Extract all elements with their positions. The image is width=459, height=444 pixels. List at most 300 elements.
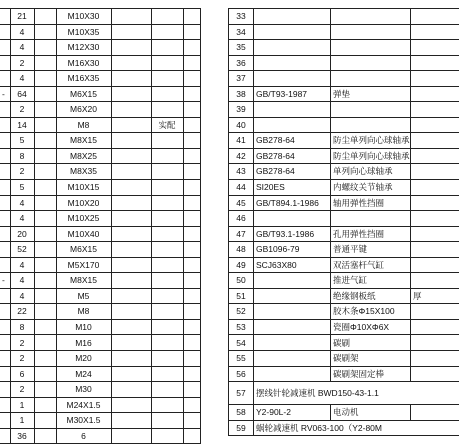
row-mark-cell xyxy=(0,366,10,382)
remark-cell xyxy=(411,148,459,164)
item-number-cell: 54 xyxy=(229,335,254,351)
standard-cell xyxy=(254,335,331,351)
empty-cell xyxy=(34,9,56,25)
note-cell xyxy=(151,226,183,242)
table-row xyxy=(229,319,459,335)
empty-cell xyxy=(183,413,200,429)
empty-cell xyxy=(183,242,200,258)
table-row xyxy=(0,366,200,382)
part-name-cell: 碳刷架固定棒 xyxy=(331,366,411,382)
part-name-cell xyxy=(331,9,411,25)
remark-cell xyxy=(411,24,459,40)
empty-cell xyxy=(183,304,200,320)
row-mark-cell xyxy=(0,102,10,118)
standard-cell xyxy=(254,55,331,71)
row-mark-cell xyxy=(0,257,10,273)
empty-cell xyxy=(183,366,200,382)
spec-cell: M10 xyxy=(56,319,111,335)
empty-cell xyxy=(111,413,151,429)
note-cell xyxy=(151,40,183,56)
item-number-cell: 37 xyxy=(229,71,254,87)
quantity-cell: 1 xyxy=(10,413,34,429)
empty-cell xyxy=(111,86,151,102)
standard-cell xyxy=(254,71,331,87)
table-row xyxy=(229,71,459,87)
empty-cell xyxy=(111,382,151,398)
row-mark-cell xyxy=(0,180,10,196)
quantity-cell: 8 xyxy=(10,148,34,164)
quantity-cell: 2 xyxy=(10,55,34,71)
standard-cell: Y2-90L-2 xyxy=(254,405,331,421)
part-name-cell: 防尘单列向心球轴承 xyxy=(331,133,411,149)
remark-cell xyxy=(411,9,459,25)
remark-cell xyxy=(411,86,459,102)
item-number-cell: 51 xyxy=(229,288,254,304)
standard-cell xyxy=(254,351,331,367)
note-cell xyxy=(151,9,183,25)
table-row xyxy=(229,148,459,164)
empty-cell xyxy=(34,211,56,227)
spec-cell: 6 xyxy=(56,428,111,444)
empty-cell xyxy=(183,86,200,102)
spec-cell: M10X25 xyxy=(56,211,111,227)
spec-cell: M8X25 xyxy=(56,148,111,164)
left-parts-table xyxy=(0,8,200,441)
spec-cell: M10X35 xyxy=(56,24,111,40)
empty-cell xyxy=(111,304,151,320)
row-mark-cell xyxy=(0,335,10,351)
table-row xyxy=(0,351,200,367)
empty-cell xyxy=(183,428,200,444)
remark-cell xyxy=(411,40,459,56)
standard-cell xyxy=(254,366,331,382)
empty-cell xyxy=(111,319,151,335)
standard-cell xyxy=(254,24,331,40)
remark-cell xyxy=(411,319,459,335)
note-cell xyxy=(151,366,183,382)
table-row xyxy=(0,257,200,273)
empty-cell xyxy=(34,413,56,429)
empty-cell xyxy=(111,24,151,40)
spec-cell: M8 xyxy=(56,304,111,320)
spec-cell: M12X30 xyxy=(56,40,111,56)
row-mark-cell xyxy=(0,242,10,258)
empty-cell xyxy=(34,164,56,180)
note-cell xyxy=(151,180,183,196)
table-row xyxy=(229,288,459,304)
item-number-cell: 35 xyxy=(229,40,254,56)
part-name-cell: 碳刷架 xyxy=(331,351,411,367)
empty-cell xyxy=(183,148,200,164)
quantity-cell: 4 xyxy=(10,288,34,304)
part-name-cell: 电动机 xyxy=(331,405,411,421)
row-mark-cell xyxy=(0,226,10,242)
spec-cell: M6X20 xyxy=(56,102,111,118)
empty-cell xyxy=(183,397,200,413)
row-mark-cell xyxy=(0,55,10,71)
quantity-cell: 36 xyxy=(10,428,34,444)
quantity-cell: 4 xyxy=(10,195,34,211)
spec-cell: M10X40 xyxy=(56,226,111,242)
empty-cell xyxy=(111,164,151,180)
table-row xyxy=(0,335,200,351)
table-row xyxy=(229,351,459,367)
note-cell xyxy=(151,335,183,351)
spec-cell: M6X15 xyxy=(56,86,111,102)
item-number-cell: 53 xyxy=(229,319,254,335)
note-cell xyxy=(151,86,183,102)
empty-cell xyxy=(183,180,200,196)
note-cell xyxy=(151,148,183,164)
part-name-cell xyxy=(331,117,411,133)
item-number-cell: 47 xyxy=(229,226,254,242)
empty-cell xyxy=(34,273,56,289)
row-mark-cell xyxy=(0,148,10,164)
table-row xyxy=(0,71,200,87)
empty-cell xyxy=(183,335,200,351)
row-mark-cell xyxy=(0,40,10,56)
note-cell xyxy=(151,164,183,180)
spec-cell: M10X20 xyxy=(56,195,111,211)
remark-cell xyxy=(411,71,459,87)
empty-cell xyxy=(183,164,200,180)
empty-cell xyxy=(34,304,56,320)
part-name-cell xyxy=(331,55,411,71)
empty-cell xyxy=(111,102,151,118)
note-cell xyxy=(151,133,183,149)
empty-cell xyxy=(183,40,200,56)
remark-cell xyxy=(411,257,459,273)
remark-cell xyxy=(411,304,459,320)
table-row xyxy=(229,366,459,382)
remark-cell xyxy=(411,195,459,211)
empty-cell xyxy=(34,351,56,367)
empty-cell xyxy=(111,366,151,382)
standard-cell: GB278-64 xyxy=(254,164,331,180)
note-cell xyxy=(151,24,183,40)
quantity-cell: 4 xyxy=(10,24,34,40)
note-cell xyxy=(151,71,183,87)
row-mark-cell xyxy=(0,428,10,444)
note-cell xyxy=(151,102,183,118)
empty-cell xyxy=(183,133,200,149)
standard-cell: GB278-64 xyxy=(254,133,331,149)
item-number-cell: 45 xyxy=(229,195,254,211)
empty-cell xyxy=(111,351,151,367)
row-mark-cell xyxy=(0,397,10,413)
remark-cell xyxy=(411,211,459,227)
quantity-cell: 22 xyxy=(10,304,34,320)
remark-cell xyxy=(411,102,459,118)
note-cell xyxy=(151,351,183,367)
table-row xyxy=(0,428,200,444)
empty-cell xyxy=(111,226,151,242)
remark-cell xyxy=(411,117,459,133)
table-row xyxy=(0,273,200,289)
row-mark-cell xyxy=(0,413,10,429)
note-cell xyxy=(151,304,183,320)
empty-cell xyxy=(183,117,200,133)
empty-cell xyxy=(34,102,56,118)
table-row xyxy=(229,211,459,227)
note-cell xyxy=(151,242,183,258)
table-row xyxy=(0,148,200,164)
table-row xyxy=(0,180,200,196)
quantity-cell: 2 xyxy=(10,382,34,398)
item-number-cell: 57 xyxy=(229,382,254,405)
row-mark-cell xyxy=(0,133,10,149)
spec-cell: M20 xyxy=(56,351,111,367)
table-row xyxy=(0,102,200,118)
note-cell xyxy=(151,382,183,398)
table-row xyxy=(229,180,459,196)
part-name-cell: 绝缘钢板纸 xyxy=(331,288,411,304)
standard-cell: GB/T894.1-1986 xyxy=(254,195,331,211)
table-row xyxy=(0,397,200,413)
item-number-cell: 43 xyxy=(229,164,254,180)
empty-cell xyxy=(34,428,56,444)
part-name-cell: 单列向心球轴承 xyxy=(331,164,411,180)
empty-cell xyxy=(34,366,56,382)
spec-cell: M10X15 xyxy=(56,180,111,196)
empty-cell xyxy=(111,211,151,227)
empty-cell xyxy=(111,428,151,444)
standard-cell xyxy=(254,273,331,289)
standard-cell xyxy=(254,319,331,335)
spec-cell: M24X1.5 xyxy=(56,397,111,413)
empty-cell xyxy=(34,24,56,40)
empty-cell xyxy=(111,180,151,196)
row-mark-cell xyxy=(0,117,10,133)
spec-cell: M8 xyxy=(56,117,111,133)
note-cell: 实配 xyxy=(151,117,183,133)
table-row xyxy=(229,304,459,320)
standard-cell: SI20ES xyxy=(254,180,331,196)
empty-cell xyxy=(183,9,200,25)
table-row xyxy=(229,420,459,436)
table-row xyxy=(0,211,200,227)
part-name-cell xyxy=(331,40,411,56)
quantity-cell: 2 xyxy=(10,102,34,118)
table-row xyxy=(229,40,459,56)
remark-cell xyxy=(411,273,459,289)
empty-cell xyxy=(34,319,56,335)
item-number-cell: 38 xyxy=(229,86,254,102)
row-mark-cell xyxy=(0,164,10,180)
standard-cell xyxy=(254,288,331,304)
empty-cell xyxy=(183,55,200,71)
empty-cell xyxy=(183,319,200,335)
spec-cell: M8X35 xyxy=(56,164,111,180)
spec-cell: M24 xyxy=(56,366,111,382)
quantity-cell: 8 xyxy=(10,319,34,335)
empty-cell xyxy=(34,226,56,242)
row-mark-cell xyxy=(0,195,10,211)
empty-cell xyxy=(34,148,56,164)
note-cell xyxy=(151,195,183,211)
part-name-cell: 孔用弹性挡圈 xyxy=(331,226,411,242)
note-cell xyxy=(151,288,183,304)
empty-cell xyxy=(183,273,200,289)
note-cell xyxy=(151,397,183,413)
spec-cell: M5 xyxy=(56,288,111,304)
empty-cell xyxy=(183,24,200,40)
item-number-cell: 59 xyxy=(229,420,254,436)
table-row xyxy=(0,164,200,180)
table-row xyxy=(0,40,200,56)
note-cell xyxy=(151,413,183,429)
quantity-cell: 4 xyxy=(10,211,34,227)
standard-cell xyxy=(254,40,331,56)
table-row xyxy=(229,257,459,273)
table-row xyxy=(229,335,459,351)
empty-cell xyxy=(183,351,200,367)
part-name-cell: 双活塞杆气缸 xyxy=(331,257,411,273)
table-row xyxy=(229,117,459,133)
empty-cell xyxy=(183,71,200,87)
remark-cell: 厚 xyxy=(411,288,459,304)
part-name-cell: 弹垫 xyxy=(331,86,411,102)
quantity-cell: 4 xyxy=(10,257,34,273)
right-parts-table xyxy=(228,8,422,433)
empty-cell xyxy=(111,71,151,87)
quantity-cell: 14 xyxy=(10,117,34,133)
spec-cell: M30X1.5 xyxy=(56,413,111,429)
table-row xyxy=(229,382,459,405)
empty-cell xyxy=(34,117,56,133)
row-mark-cell xyxy=(0,24,10,40)
empty-cell xyxy=(183,102,200,118)
standard-cell xyxy=(254,211,331,227)
quantity-cell: 4 xyxy=(10,273,34,289)
part-name-cell: 防尘单列向心球轴承 xyxy=(331,148,411,164)
empty-cell xyxy=(183,288,200,304)
part-name-cell xyxy=(331,24,411,40)
note-cell xyxy=(151,257,183,273)
note-cell xyxy=(151,428,183,444)
row-mark-cell xyxy=(0,319,10,335)
remark-cell xyxy=(411,55,459,71)
part-name-cell: 普通平键 xyxy=(331,242,411,258)
table-row xyxy=(229,226,459,242)
quantity-cell: 2 xyxy=(10,335,34,351)
table-row xyxy=(229,86,459,102)
empty-cell xyxy=(183,257,200,273)
empty-cell xyxy=(183,226,200,242)
remark-cell xyxy=(411,133,459,149)
part-name-cell: 瓷圈Φ10XΦ6X xyxy=(331,319,411,335)
spec-cell: M16 xyxy=(56,335,111,351)
table-row xyxy=(0,304,200,320)
quantity-cell: 4 xyxy=(10,71,34,87)
item-number-cell: 48 xyxy=(229,242,254,258)
table-row xyxy=(229,242,459,258)
empty-cell xyxy=(111,9,151,25)
item-number-cell: 41 xyxy=(229,133,254,149)
spec-cell: M5X170 xyxy=(56,257,111,273)
item-number-cell: 46 xyxy=(229,211,254,227)
quantity-cell: 64 xyxy=(10,86,34,102)
empty-cell xyxy=(34,133,56,149)
description-cell: 蜗轮减速机 RV063-100（Y2-80M xyxy=(254,420,459,436)
spec-cell: M8X15 xyxy=(56,273,111,289)
spec-cell: M10X30 xyxy=(56,9,111,25)
empty-cell xyxy=(34,257,56,273)
row-mark-cell: - xyxy=(0,273,10,289)
quantity-cell: 4 xyxy=(10,40,34,56)
empty-cell xyxy=(34,382,56,398)
item-number-cell: 52 xyxy=(229,304,254,320)
empty-cell xyxy=(183,195,200,211)
item-number-cell: 33 xyxy=(229,9,254,25)
item-number-cell: 34 xyxy=(229,24,254,40)
table-row xyxy=(229,55,459,71)
table-row xyxy=(0,319,200,335)
table-row xyxy=(229,195,459,211)
standard-cell: GB/T93-1987 xyxy=(254,86,331,102)
item-number-cell: 58 xyxy=(229,405,254,421)
table-row xyxy=(0,9,200,25)
part-name-cell xyxy=(331,71,411,87)
row-mark-cell xyxy=(0,382,10,398)
quantity-cell: 6 xyxy=(10,366,34,382)
empty-cell xyxy=(111,335,151,351)
row-mark-cell xyxy=(0,9,10,25)
remark-cell xyxy=(411,351,459,367)
item-number-cell: 55 xyxy=(229,351,254,367)
part-name-cell: 碳刷 xyxy=(331,335,411,351)
standard-cell: SCJ63X80 xyxy=(254,257,331,273)
table-row xyxy=(229,24,459,40)
part-name-cell: 推进气缸 xyxy=(331,273,411,289)
quantity-cell: 2 xyxy=(10,164,34,180)
table-row xyxy=(229,102,459,118)
table-row xyxy=(0,226,200,242)
table-row xyxy=(0,24,200,40)
empty-cell xyxy=(111,273,151,289)
spec-cell: M16X35 xyxy=(56,71,111,87)
row-mark-cell xyxy=(0,288,10,304)
spec-cell: M6X15 xyxy=(56,242,111,258)
empty-cell xyxy=(34,71,56,87)
empty-cell xyxy=(34,335,56,351)
item-number-cell: 50 xyxy=(229,273,254,289)
empty-cell xyxy=(111,148,151,164)
description-cell: 摆线针轮减速机 BWD150-43-1.1 xyxy=(254,382,459,405)
table-row xyxy=(229,164,459,180)
item-number-cell: 56 xyxy=(229,366,254,382)
table-row xyxy=(0,55,200,71)
table-row xyxy=(0,117,200,133)
quantity-cell: 2 xyxy=(10,351,34,367)
empty-cell xyxy=(111,242,151,258)
item-number-cell: 39 xyxy=(229,102,254,118)
table-row xyxy=(0,133,200,149)
item-number-cell: 40 xyxy=(229,117,254,133)
quantity-cell: 20 xyxy=(10,226,34,242)
note-cell xyxy=(151,319,183,335)
empty-cell xyxy=(111,397,151,413)
table-row xyxy=(229,133,459,149)
standard-cell xyxy=(254,117,331,133)
empty-cell xyxy=(183,211,200,227)
table-row xyxy=(229,273,459,289)
quantity-cell: 21 xyxy=(10,9,34,25)
empty-cell xyxy=(183,382,200,398)
part-name-cell: 轴用弹性挡圈 xyxy=(331,195,411,211)
empty-cell xyxy=(34,55,56,71)
quantity-cell: 52 xyxy=(10,242,34,258)
